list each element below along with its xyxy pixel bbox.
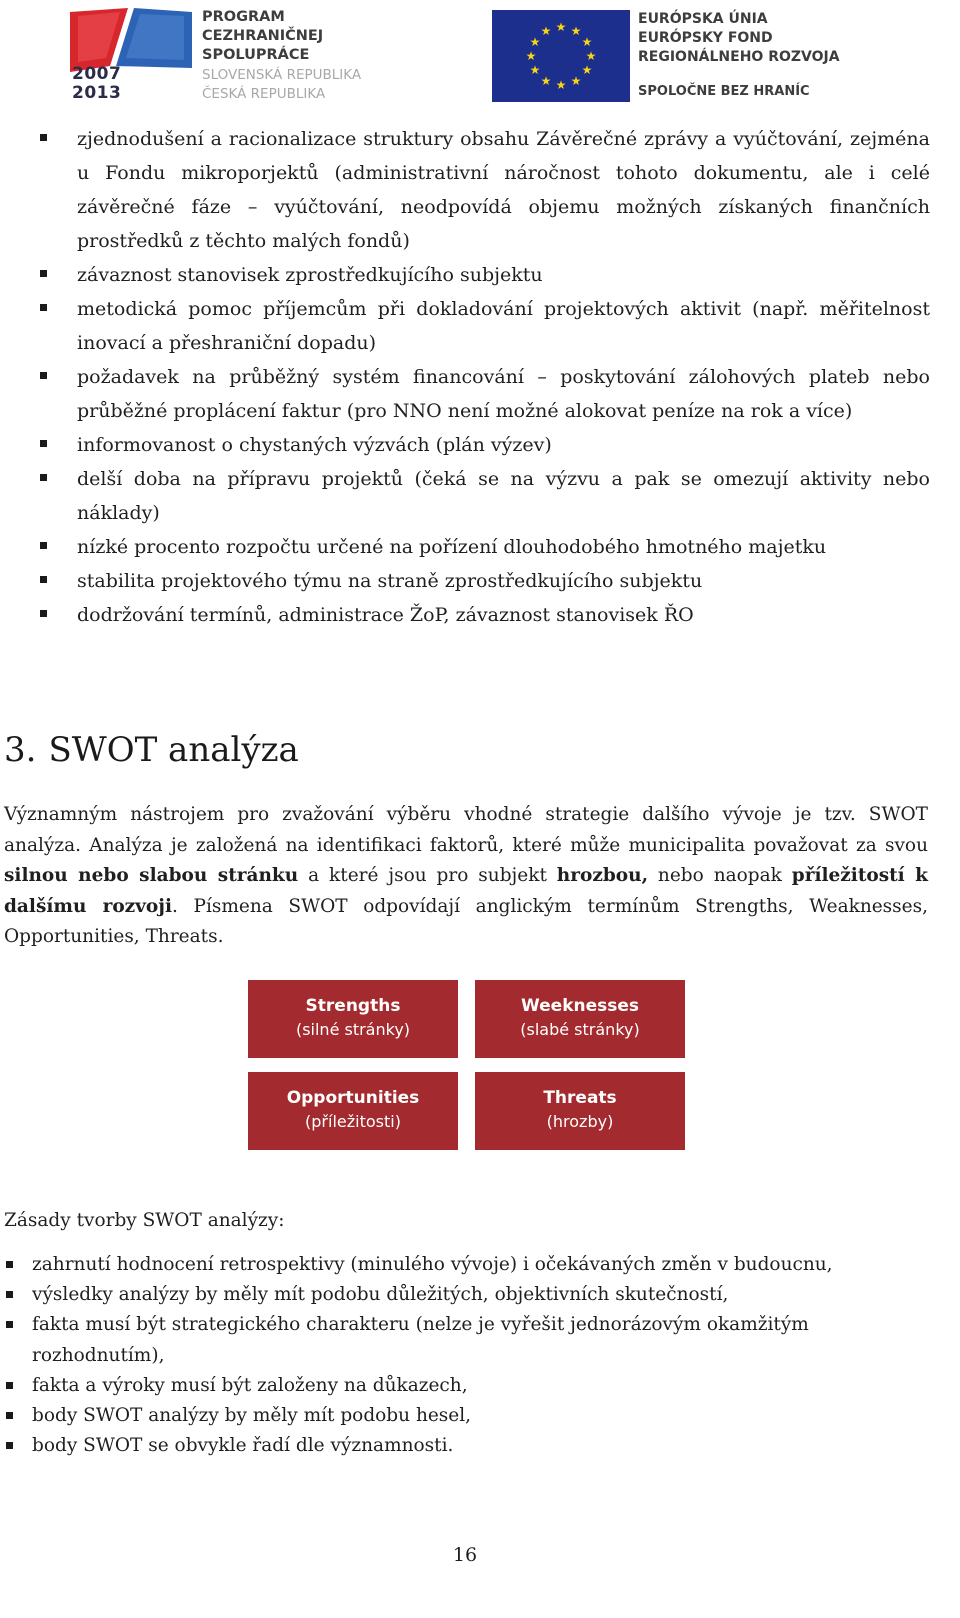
program-line: SPOLUPRÁCE	[202, 47, 310, 63]
square-bullet-icon	[6, 1442, 13, 1449]
square-bullet-icon	[6, 1321, 13, 1328]
list-item-text: dodržování termínů, administrace ŽoP, závaznost stanovisek ŘO	[77, 604, 694, 626]
eu-line: REGIONÁLNEHO ROZVOJA	[638, 49, 840, 65]
swot-box-subtitle: (slabé stránky)	[520, 1020, 640, 1039]
list-item	[40, 292, 930, 360]
list-item-text: fakta a výroky musí být založeny na důkazech,	[32, 1374, 468, 1396]
svg-text:★: ★	[585, 49, 597, 63]
year-end: 2013	[72, 83, 122, 103]
eu-flag-icon	[492, 10, 630, 102]
square-bullet-icon	[40, 440, 47, 447]
svg-text:★: ★	[581, 63, 593, 77]
list-item	[40, 530, 930, 564]
square-bullet-icon	[40, 542, 47, 549]
eu-fund-logo	[492, 10, 912, 106]
intro-text: Významným nástrojem pro zvažování výběru vhodné strategie dalšího vývoje je tzv. SWOT analýza. Analýza je založená na identifikaci faktorů, které může municipalita považovat za svou	[4, 804, 928, 856]
square-bullet-icon	[40, 270, 47, 277]
list-item	[4, 1310, 934, 1370]
eu-line: EURÓPSKA ÚNIA	[638, 11, 768, 27]
swot-threats-box	[475, 1072, 685, 1150]
list-item	[4, 1371, 934, 1401]
page-header	[0, 8, 960, 108]
svg-text:★: ★	[529, 63, 541, 77]
country-line: ČESKÁ REPUBLIKA	[202, 86, 326, 102]
eu-line: EURÓPSKY FOND	[638, 30, 773, 46]
list-item	[40, 428, 930, 462]
list-item-text: nízké procento rozpočtu určené na pořízení dlouhodobého hmotného majetku	[77, 536, 827, 558]
square-bullet-icon	[6, 1291, 13, 1298]
list-item	[40, 360, 930, 428]
cross-border-program-logo	[70, 8, 430, 108]
list-item	[40, 564, 930, 598]
program-title	[202, 8, 323, 65]
swot-opportunities-box	[248, 1072, 458, 1150]
svg-text:★: ★	[540, 24, 552, 38]
list-item	[4, 1250, 934, 1280]
eu-motto: SPOLOČNE BEZ HRANÍC	[638, 84, 810, 99]
svg-text:★: ★	[555, 78, 567, 92]
list-item	[40, 598, 930, 632]
intro-bold-text: silnou nebo slabou stránku	[4, 865, 299, 886]
svg-text:★: ★	[570, 74, 582, 88]
square-bullet-icon	[40, 576, 47, 583]
list-item-text: body SWOT se obvykle řadí dle významnosti.	[32, 1435, 454, 1457]
list-item	[4, 1401, 934, 1431]
country-line: SLOVENSKÁ REPUBLIKA	[202, 67, 362, 83]
list-item	[4, 1280, 934, 1310]
swot-box-subtitle: (hrozby)	[546, 1112, 614, 1131]
principles-title: Zásady tvorby SWOT analýzy:	[4, 1210, 285, 1231]
section-title: SWOT analýza	[48, 730, 299, 770]
list-item-text: požadavek na průběžný systém financování – poskytování zálohových plateb nebo průběžné proplácení faktur (pro NNO není možné alokovat peníze na rok a více)	[77, 366, 930, 422]
principles-list	[4, 1250, 934, 1461]
swot-box-title: Strengths	[305, 996, 401, 1016]
program-line: PROGRAM	[202, 9, 285, 25]
list-item-text: delší doba na přípravu projektů (čeká se na výzvu a pak se omezují aktivity nebo náklady)	[77, 468, 930, 524]
list-item	[40, 462, 930, 530]
program-emblem	[70, 8, 194, 102]
list-item-text: informovanost o chystaných výzvách (plán výzev)	[77, 434, 552, 456]
program-line: CEZHRANIČNEJ	[202, 28, 324, 44]
intro-bold-text: příležitostí k dalšímu rozvoji	[4, 865, 928, 917]
svg-text:★: ★	[581, 35, 593, 49]
section-number: 3.	[4, 730, 37, 770]
swot-box-title: Weeknesses	[520, 996, 640, 1016]
intro-text: nebo naopak	[648, 865, 792, 886]
svg-text:★: ★	[525, 49, 537, 63]
swot-diagram	[248, 980, 686, 1150]
swot-box-title: Threats	[543, 1088, 617, 1108]
list-item-text: fakta musí být strategického charakteru (nelze je vyřešit jednorázovým okamžitým rozhodnutím),	[32, 1314, 809, 1366]
swot-box-subtitle: (silné stránky)	[295, 1020, 411, 1039]
swot-strengths-box	[248, 980, 458, 1058]
list-item-text: zahrnutí hodnocení retrospektivy (minulého vývoje) i očekávaných změn v budoucnu,	[32, 1254, 833, 1275]
square-bullet-icon	[6, 1261, 13, 1268]
list-item	[40, 258, 930, 292]
square-bullet-icon	[6, 1382, 13, 1389]
square-bullet-icon	[6, 1412, 13, 1419]
list-item-text: metodická pomoc příjemcům při dokladování projektových aktivit (např. měřitelnost inovací a přeshraniční dopadu)	[77, 298, 930, 354]
swot-box-subtitle: (příležitosti)	[305, 1112, 401, 1131]
list-item-text: výsledky analýzy by měly mít podobu důležitých, objektivních skutečností,	[32, 1284, 729, 1306]
list-item-text: body SWOT analýzy by měly mít podobu hesel,	[32, 1405, 472, 1427]
square-bullet-icon	[40, 134, 47, 141]
program-countries	[202, 66, 361, 104]
page-number: 16	[452, 1544, 478, 1566]
list-item	[40, 122, 930, 258]
square-bullet-icon	[40, 474, 47, 481]
list-item-text: zjednodušení a racionalizace struktury obsahu Závěrečné zprávy a vyúčtování, zejména u Fondu mikroporjektů (administrativní náročnost tohoto dokumentu, ale i celé závěrečné fáze – vyúčtování, neodpovídá objemu možných získaných finančních prostředků z těchto malých fondů)	[77, 128, 930, 252]
requirements-list	[40, 122, 930, 632]
intro-text: a které jsou pro subjekt	[298, 865, 557, 886]
swot-box-title: Opportunities	[286, 1088, 420, 1108]
intro-text: . Písmena SWOT odpovídají anglickým termínům Strengths, Weaknesses, Opportunities, Threats.	[4, 895, 928, 947]
list-item	[4, 1431, 934, 1461]
svg-text:★: ★	[540, 74, 552, 88]
section-intro-paragraph	[4, 800, 928, 953]
list-item-text: závaznost stanovisek zprostředkujícího subjektu	[77, 264, 543, 286]
section-heading	[4, 730, 299, 770]
square-bullet-icon	[40, 372, 47, 379]
swot-weaknesses-box	[475, 980, 685, 1058]
list-item-text: stabilita projektového týmu na straně zprostředkujícího subjektu	[77, 570, 703, 592]
year-start: 2007	[72, 64, 122, 84]
square-bullet-icon	[40, 304, 47, 311]
square-bullet-icon	[40, 610, 47, 617]
intro-bold-text: hrozbou,	[556, 865, 649, 886]
eu-stars	[492, 10, 630, 102]
svg-text:★: ★	[570, 24, 582, 38]
svg-text:★: ★	[529, 35, 541, 49]
svg-text:★: ★	[555, 20, 567, 34]
eu-fund-title	[638, 10, 840, 67]
